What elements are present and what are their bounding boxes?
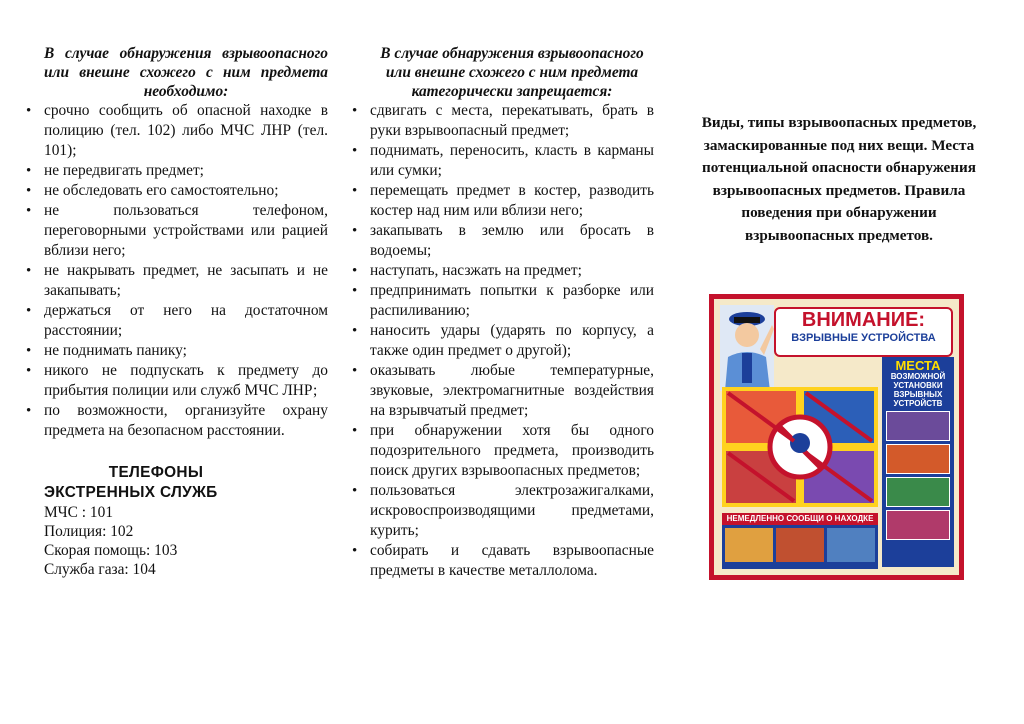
street-thumbnail bbox=[886, 444, 950, 474]
phone-entry: МЧС : 101 bbox=[44, 504, 114, 521]
list-item: • никого не подпускать к предмету до прибытия полиции или служб МЧС ЛНР; bbox=[24, 361, 328, 401]
list-item: • не поднимать панику; bbox=[24, 341, 328, 361]
list-item: • не обследовать его самостоятельно; bbox=[24, 181, 328, 201]
poster-title-banner bbox=[774, 307, 953, 357]
column-cover bbox=[696, 40, 982, 247]
column-instructions bbox=[24, 40, 328, 579]
list-item: • не передвигать предмет; bbox=[24, 161, 328, 181]
public-place-thumbnail bbox=[886, 477, 950, 507]
phones-list bbox=[24, 503, 328, 579]
list-item: • оказывать любые температурные, звуковые, электромагнитные воздействия на взрывчатый предмет; bbox=[350, 361, 654, 421]
list-item: • по возможности, организуйте охрану предмета на безопасном расстоянии. bbox=[24, 401, 328, 441]
poster-report-images bbox=[722, 525, 878, 565]
phones-title: ТЕЛЕФОНЫ ЭКСТРЕННЫХ СЛУЖБ bbox=[44, 464, 218, 501]
police-officer-illustration bbox=[720, 305, 774, 391]
poster-title: ВНИМАНИЕ: bbox=[801, 309, 926, 331]
list-item: • предпринимать попытки к разборке или распиливанию; bbox=[350, 281, 654, 321]
transport-thumbnail bbox=[886, 411, 950, 441]
list-item: • при обнаружении хотя бы одного подозрительного предмета, производить поиск других взрывоопасных предметов; bbox=[350, 421, 654, 481]
poster-places-panel bbox=[882, 357, 954, 567]
warning-poster bbox=[709, 294, 964, 580]
list-item: • собирать и сдавать взрывоопасные предметы в качестве металлолома. bbox=[350, 541, 654, 581]
list-item: • держаться от него на достаточном расстоянии; bbox=[24, 301, 328, 341]
cover-info-text: Виды, типы взрывоопасных предметов, замаскированные под них вещи. Места потенциальной опасности обнаружения взрывоопасных предметов. Правила поведения при обнаружении взрывоопасных предметов. bbox=[701, 114, 977, 244]
prohibitions-heading: В случае обнаружения взрывоопасного или внешне схожего с ним предмета категорически запрещается: bbox=[380, 45, 644, 100]
phone-entry: Скорая помощь: 103 bbox=[44, 542, 178, 559]
list-item: • пользоваться электрозажигалками, искровоспроизводящими предметами, курить; bbox=[350, 481, 654, 541]
list-item: • наносить удары (ударять по корпусу, а также один предмет о другой); bbox=[350, 321, 654, 361]
list-item: • срочно сообщить об опасной находке в полицию (тел. 102) либо МЧС ЛНР (тел. 101); bbox=[24, 101, 328, 161]
shop-thumbnail bbox=[725, 528, 773, 562]
list-item: • сдвигать с места, перекатывать, брать в руки взрывоопасный предмет; bbox=[350, 101, 654, 141]
home-thumbnail bbox=[886, 510, 950, 540]
prohibitions-list bbox=[350, 101, 654, 581]
poster-prohibition-illustration bbox=[722, 387, 878, 507]
phone-entry: Полиция: 102 bbox=[44, 523, 134, 540]
street-report-thumbnail bbox=[776, 528, 824, 562]
poster-body bbox=[714, 299, 959, 575]
transport-report-thumbnail bbox=[827, 528, 875, 562]
list-item: • не накрывать предмет, не засыпать и не закапывать; bbox=[24, 261, 328, 301]
poster-subtitle: ВЗРЫВНЫЕ УСТРОЙСТВА bbox=[791, 332, 936, 344]
instructions-list bbox=[24, 101, 328, 441]
list-item: • поднимать, переносить, класть в карманы или сумки; bbox=[350, 141, 654, 181]
poster-report-bar: НЕМЕДЛЕННО СООБЩИ О НАХОДКЕ bbox=[722, 513, 878, 525]
list-item: • перемещать предмет в костер, разводить костер над ним или вблизи него; bbox=[350, 181, 654, 221]
instructions-heading: В случае обнаружения взрывоопасного или внешне схожего с ним предмета необходимо: bbox=[44, 45, 328, 100]
column-prohibitions bbox=[350, 40, 654, 581]
poster-places-title: МЕСТА ВОЗМОЖНОЙ УСТАНОВКИ ВЗРЫВНЫХ УСТРОЙСТВ bbox=[890, 358, 946, 408]
poster-report-panel bbox=[722, 513, 878, 569]
list-item: • наступать, насзжать на предмет; bbox=[350, 261, 654, 281]
list-item: • не пользоваться телефоном, переговорными устройствами или рацией вблизи него; bbox=[24, 201, 328, 261]
list-item: • закапывать в землю или бросать в водоемы; bbox=[350, 221, 654, 261]
phone-entry: Служба газа: 104 bbox=[44, 561, 156, 578]
